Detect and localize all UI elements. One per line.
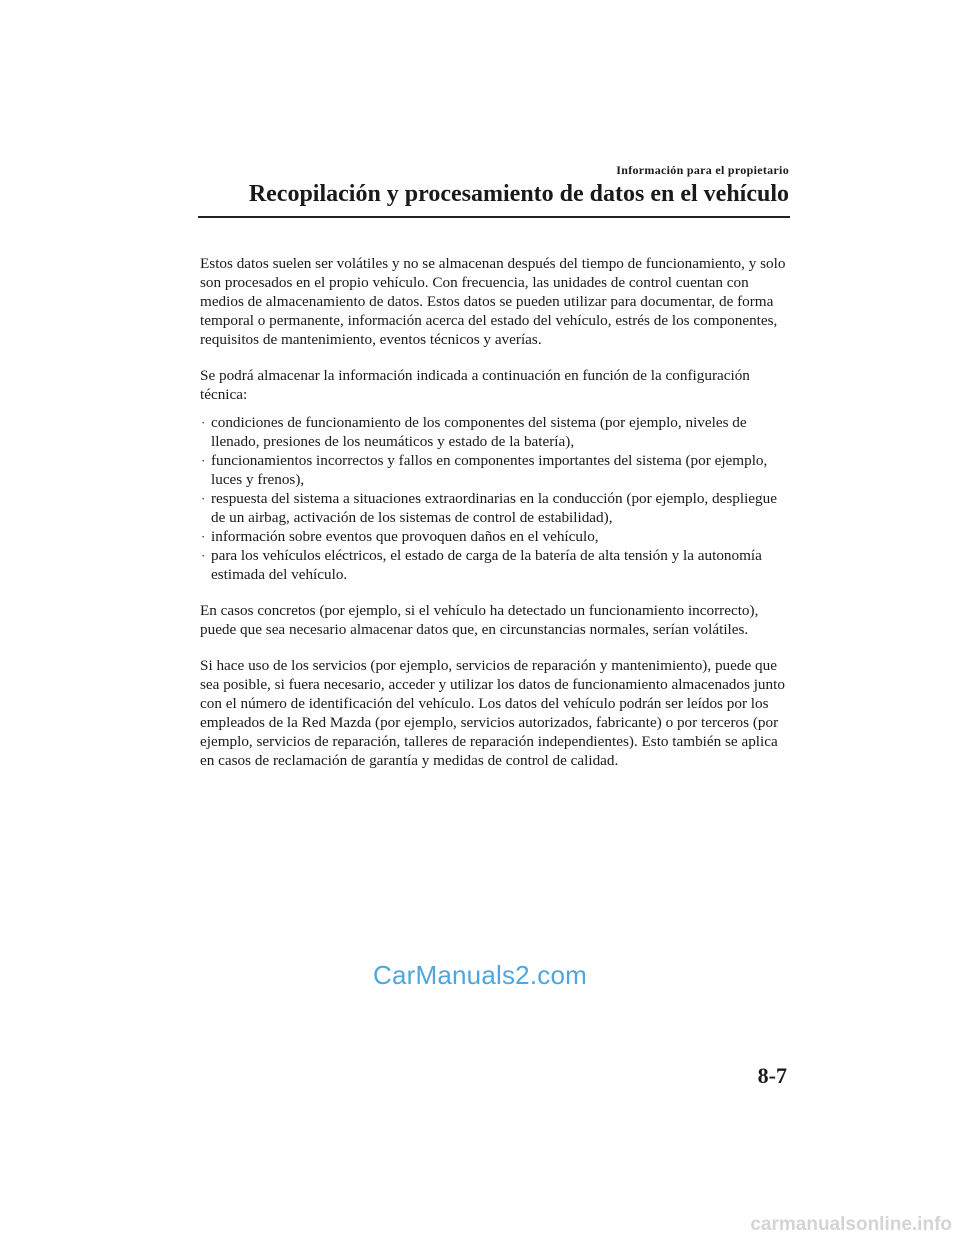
section-header: Información para el propietario: [616, 163, 789, 177]
list-item-text: para los vehículos eléctricos, el estado de carga de la batería de alta tensión y la autonomía estimada del vehículo.: [211, 547, 762, 583]
list-item-text: respuesta del sistema a situaciones extraordinarias en la conducción (por ejemplo, despliegue de un airbag, activación de los sistemas de control de estabilidad),: [211, 490, 777, 526]
page-number: 8-7: [757, 1063, 787, 1088]
paragraph-config: Se podrá almacenar la información indicada a continuación en función de la configuración técnica:: [200, 367, 750, 403]
list-item: [200, 413, 795, 451]
list-item-text: funcionamientos incorrectos y fallos en componentes importantes del sistema (por ejemplo, luces y frenos),: [211, 452, 768, 488]
paragraph-services: Si hace uso de los servicios (por ejemplo, servicios de reparación y mantenimiento), puede que sea posible, si fuera necesario, acceder y utilizar los datos de funcionamiento almacenados junto con el número de identificación del vehículo. Los datos del vehículo podrán ser leídos por los empleados de la Red Mazda (por ejemplo, servicios autorizados, fabricante) o por terceros (por ejemplo, servicios de reparación, talleres de reparación independientes). Esto también se aplica en casos de reclamación de garantía y medidas de control de calidad.: [200, 657, 785, 769]
bullet-icon: ·: [201, 548, 206, 563]
list-item: [200, 546, 795, 584]
bullet-icon: ·: [201, 415, 206, 430]
page-content: [200, 254, 795, 787]
bullet-icon: ·: [201, 491, 206, 506]
list-item-text: condiciones de funcionamiento de los componentes del sistema (por ejemplo, niveles de llenado, presiones de los neumáticos y estado de la batería),: [211, 414, 747, 450]
paragraph-specific-cases: En casos concretos (por ejemplo, si el vehículo ha detectado un funcionamiento incorrecto), puede que sea necesario almacenar datos que, en circunstancias normales, serían volátiles.: [200, 602, 759, 638]
header-divider: [198, 216, 790, 218]
list-item: [200, 489, 795, 527]
paragraph-intro: Estos datos suelen ser volátiles y no se almacenan después del tiempo de funcionamiento, y solo son procesados en el propio vehículo. Con frecuencia, las unidades de control cuentan con medios de almacenamiento de datos. Estos datos se pueden utilizar para documentar, de forma temporal o permanente, información acerca del estado del vehículo, estrés de los componentes, requisitos de mantenimiento, eventos técnicos y averías.: [200, 255, 786, 348]
footer-watermark: carmanualsonline.info: [750, 1214, 952, 1235]
bullet-icon: ·: [201, 529, 206, 544]
watermark-link[interactable]: CarManuals2.com: [373, 960, 587, 990]
bullet-icon: ·: [201, 453, 206, 468]
list-item-text: información sobre eventos que provoquen daños en el vehículo,: [211, 528, 599, 545]
bullet-list: [200, 413, 795, 584]
list-item: [200, 527, 795, 546]
page-title: Recopilación y procesamiento de datos en el vehículo: [248, 181, 789, 207]
list-item: [200, 451, 795, 489]
